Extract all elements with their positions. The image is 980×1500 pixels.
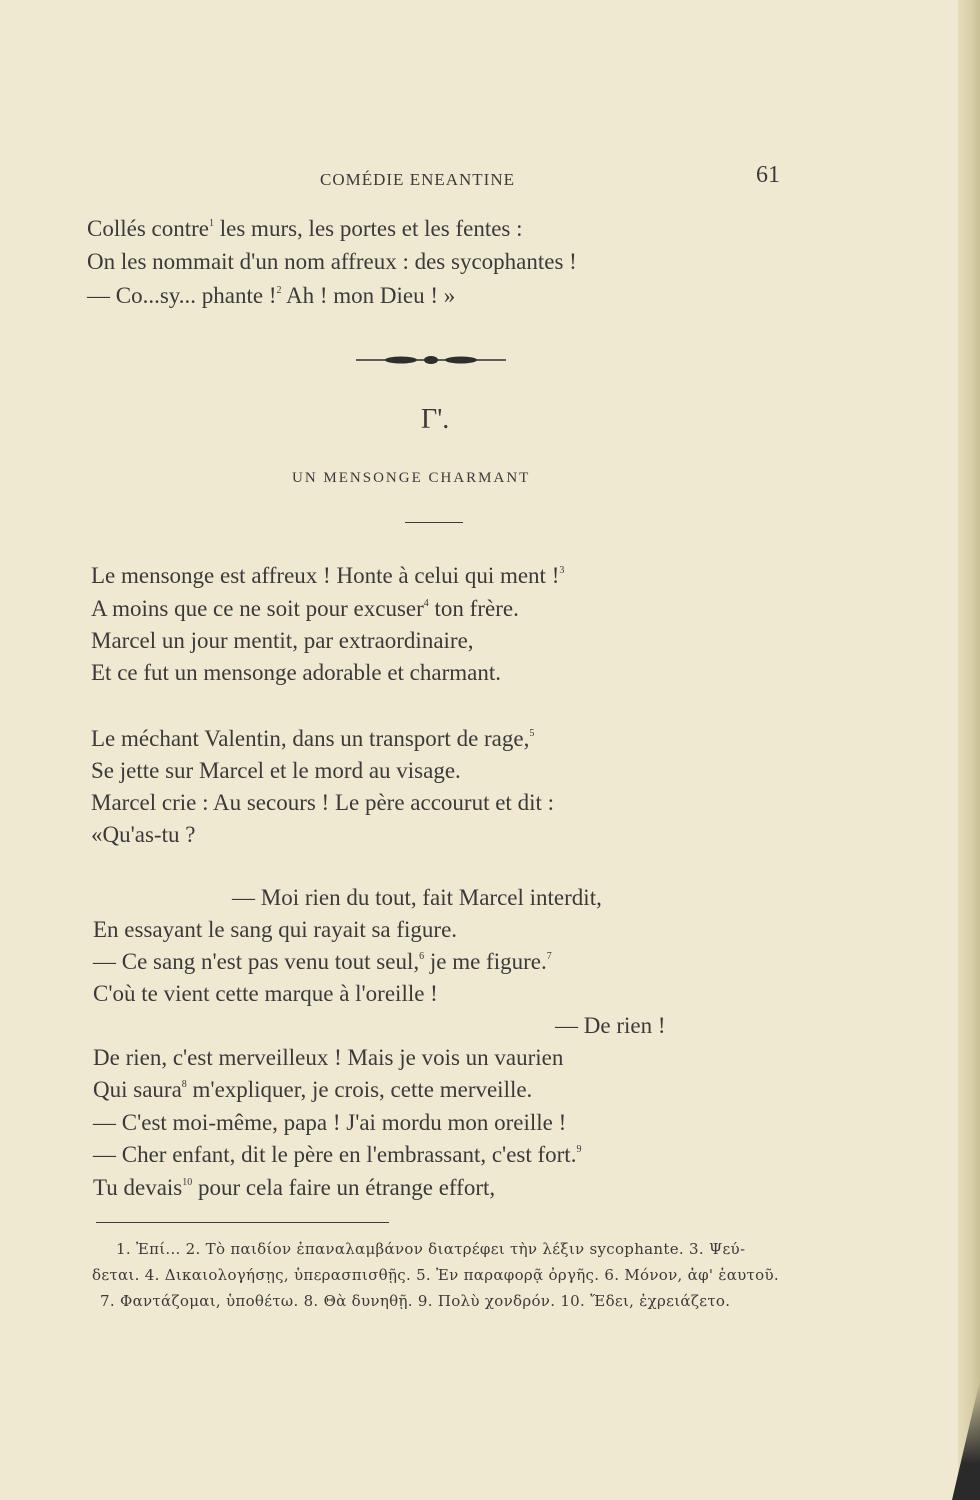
verse-line: Marcel un jour mentit, par extraordinaire, — [91, 628, 474, 653]
footnote-line: 1. Ἐπί... 2. Τὸ παιδίον ἐπαναλαμβάνον διατρέφει τὴν λέξιν sycophante. 3. Ψεύ- — [116, 1240, 746, 1258]
verse-line: De rien, c'est merveilleux ! Mais je vois un vaurien — [93, 1045, 564, 1070]
title-rule — [405, 522, 463, 523]
verse-line: Tu devais$^{10}$ pour cela faire un étrange effort, — [93, 1175, 496, 1200]
verse-line: — De rien ! — [555, 1013, 666, 1038]
verse-line: C'où te vient cette marque à l'oreille ! — [93, 981, 438, 1006]
verse-line: On les nommait d'un nom affreux : des sycophantes ! — [87, 249, 577, 274]
running-title: COMÉDIE ENEANTINE — [320, 170, 515, 189]
page-edge — [958, 0, 980, 1500]
verse-line: En essayant le sang qui rayait sa figure. — [93, 917, 458, 942]
footnote-line: 7. Φαντάζομαι, ὑποθέτω. 8. Θὰ δυνηθῇ. 9. Πολὺ χονδρόν. 10. Ἔδει, ἐχρειάζετο. — [100, 1292, 731, 1310]
verse-line: A moins que ce ne soit pour excuser$^4$ ton frère. — [91, 596, 519, 621]
verse-line: Et ce fut un mensonge adorable et charmant. — [91, 660, 502, 685]
page-number: 61 — [756, 162, 780, 188]
verse-line: — Ce sang n'est pas venu tout seul,$^6$ je me figure.$^7$ — [93, 949, 552, 974]
ornament-divider — [356, 352, 506, 368]
verse-line: Se jette sur Marcel et le mord au visage. — [91, 758, 461, 783]
verse-line: «Qu'as-tu ? — [91, 822, 196, 847]
verse-line: — Co...sy... phante !$^2$ Ah ! mon Dieu ! » — [87, 283, 456, 308]
verse-line: Marcel crie : Au secours ! Le père accourut et dit : — [91, 790, 554, 815]
verse-line: — Moi rien du tout, fait Marcel interdit, — [232, 885, 602, 910]
verse-line: Collés contre$^1$ les murs, les portes et les fentes : — [87, 216, 523, 241]
section-title: UN MENSONGE CHARMANT — [292, 470, 531, 486]
verse-line: Le mensonge est affreux ! Honte à celui qui ment !$^3$ — [91, 563, 565, 588]
verse-line: Qui saura$^8$ m'expliquer, je crois, cette merveille. — [93, 1077, 533, 1102]
footnote-line: δεται. 4. Δικαιολογήσῃς, ὑπερασπισθῇς. 5. Ἐν παραφορᾷ ὀργῆς. 6. Μόνον, ἀφ' ἑαυτοῦ. — [92, 1266, 779, 1284]
verse-line: — Cher enfant, dit le père en l'embrassant, c'est fort.$^9$ — [93, 1142, 582, 1167]
section-number: Γ'. — [421, 404, 450, 435]
verse-line: Le méchant Valentin, dans un transport de rage,$^5$ — [91, 726, 535, 751]
verse-line: — C'est moi-même, papa ! J'ai mordu mon oreille ! — [93, 1110, 567, 1135]
footnote-rule — [96, 1222, 389, 1223]
